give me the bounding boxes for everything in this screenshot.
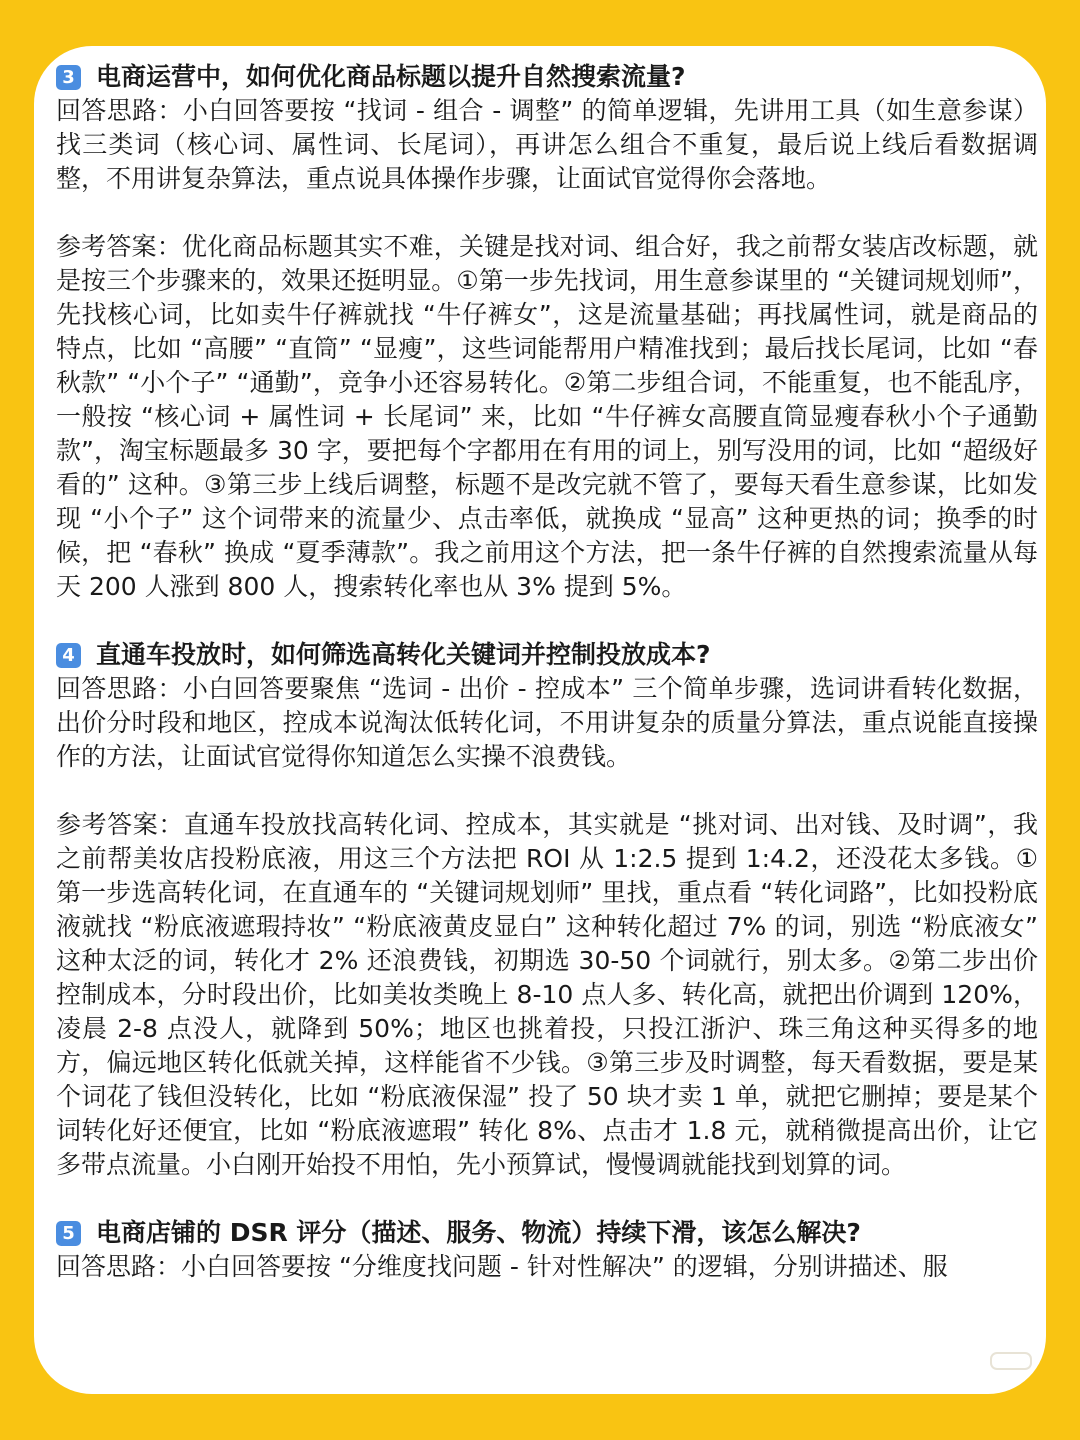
paragraph-gap — [56, 1182, 1038, 1216]
reference-answer: 参考答案：直通车投放找高转化词、控成本，其实就是 “挑对词、出对钱、及时调”，我之前帮美妆店投粉底液，用这三个方法把 ROI 从 1:2.5 提到 1:4.2，还没花太多钱。①第一步选高转化词，在直通车的 “关键词规划师” 里找，重点看 “转化词路”，比如投粉底液就找 “粉底液遮瑕持妆” “粉底液黄皮显白” 这种转化超过 7% 的词，别选 “粉底液女” 这种太泛的词，转化才 2% 还浪费钱，初期选 30-50 个词就行，别太多。②第二步出价控制成本，分时段出价，比如美妆类晚上 8-10 点人多、转化高，就把出价调到 120%，凌晨 2-8 点没人，就降到 50%；地区也挑着投，只投江浙沪、珠三角这种买得多的地方，偏远地区转化低就关掉，这样能省不少钱。③第三步及时调整，每天看数据，要是某个词花了钱但没转化，比如 “粉底液保湿” 投了 50 块才卖 1 单，就把它删掉；要是某个词转化好还便宜，比如 “粉底液遮瑕” 转化 8%、点击才 1.8 元，就稍微提高出价，让它多带点流量。小白刚开始投不用怕，先小预算试，慢慢调就能找到划算的词。 — [56, 810, 1038, 1179]
question-title — [56, 60, 1038, 94]
article-content — [56, 60, 1038, 1284]
question-title — [56, 1216, 1038, 1250]
question-section-4 — [56, 638, 1038, 1216]
paragraph-gap — [56, 774, 1038, 808]
paragraph-gap — [56, 196, 1038, 230]
answer-approach: 回答思路：小白回答要按 “找词 - 组合 - 调整” 的简单逻辑，先讲用工具（如生意参谋）找三类词（核心词、属性词、长尾词），再讲怎么组合不重复，最后说上线后看数据调整，不用讲复杂算法，重点说具体操作步骤，让面试官觉得你会落地。 — [56, 96, 1038, 193]
article-card — [34, 46, 1046, 1394]
question-title-text: 直通车投放时，如何筛选高转化关键词并控制投放成本? — [96, 640, 711, 669]
question-section-3 — [56, 60, 1038, 638]
watermark-logo — [990, 1352, 1032, 1370]
question-title-text: 电商店铺的 DSR 评分（描述、服务、物流）持续下滑，该怎么解决? — [96, 1218, 861, 1247]
question-title — [56, 638, 1038, 672]
number-3-icon: 3 — [56, 65, 81, 90]
number-4-icon: 4 — [56, 643, 81, 668]
reference-answer: 参考答案：优化商品标题其实不难，关键是找对词、组合好，我之前帮女装店改标题，就是按三个步骤来的，效果还挺明显。①第一步先找词，用生意参谋里的 “关键词规划师”，先找核心词，比如卖牛仔裤就找 “牛仔裤女”，这是流量基础；再找属性词，就是商品的特点，比如 “高腰” “直筒” “显瘦”，这些词能帮用户精准找到；最后找长尾词，比如 “春秋款” “小个子” “通勤”，竞争小还容易转化。②第二步组合词，不能重复，也不能乱序，一般按 “核心词 + 属性词 + 长尾词” 来，比如 “牛仔裤女高腰直筒显瘦春秋小个子通勤款”，淘宝标题最多 30 字，要把每个字都用在有用的词上，别写没用的词，比如 “超级好看的” 这种。③第三步上线后调整，标题不是改完就不管了，要每天看生意参谋，比如发现 “小个子” 这个词带来的流量少、点击率低，就换成 “显高” 这种更热的词；换季的时候，把 “春秋” 换成 “夏季薄款”。我之前用这个方法，把一条牛仔裤的自然搜索流量从每天 200 人涨到 800 人，搜索转化率也从 3% 提到 5%。 — [56, 232, 1038, 601]
answer-approach: 回答思路：小白回答要聚焦 “选词 - 出价 - 控成本” 三个简单步骤，选词讲看转化数据，出价分时段和地区，控成本说淘汰低转化词，不用讲复杂的质量分算法，重点说能直接操作的方法，让面试官觉得你知道怎么实操不浪费钱。 — [56, 674, 1038, 771]
number-5-icon: 5 — [56, 1221, 81, 1246]
question-section-5 — [56, 1216, 1038, 1284]
paragraph-gap — [56, 604, 1038, 638]
question-title-text: 电商运营中，如何优化商品标题以提升自然搜索流量? — [96, 62, 686, 91]
answer-approach: 回答思路：小白回答要按 “分维度找问题 - 针对性解决” 的逻辑，分别讲描述、服 — [56, 1252, 948, 1281]
